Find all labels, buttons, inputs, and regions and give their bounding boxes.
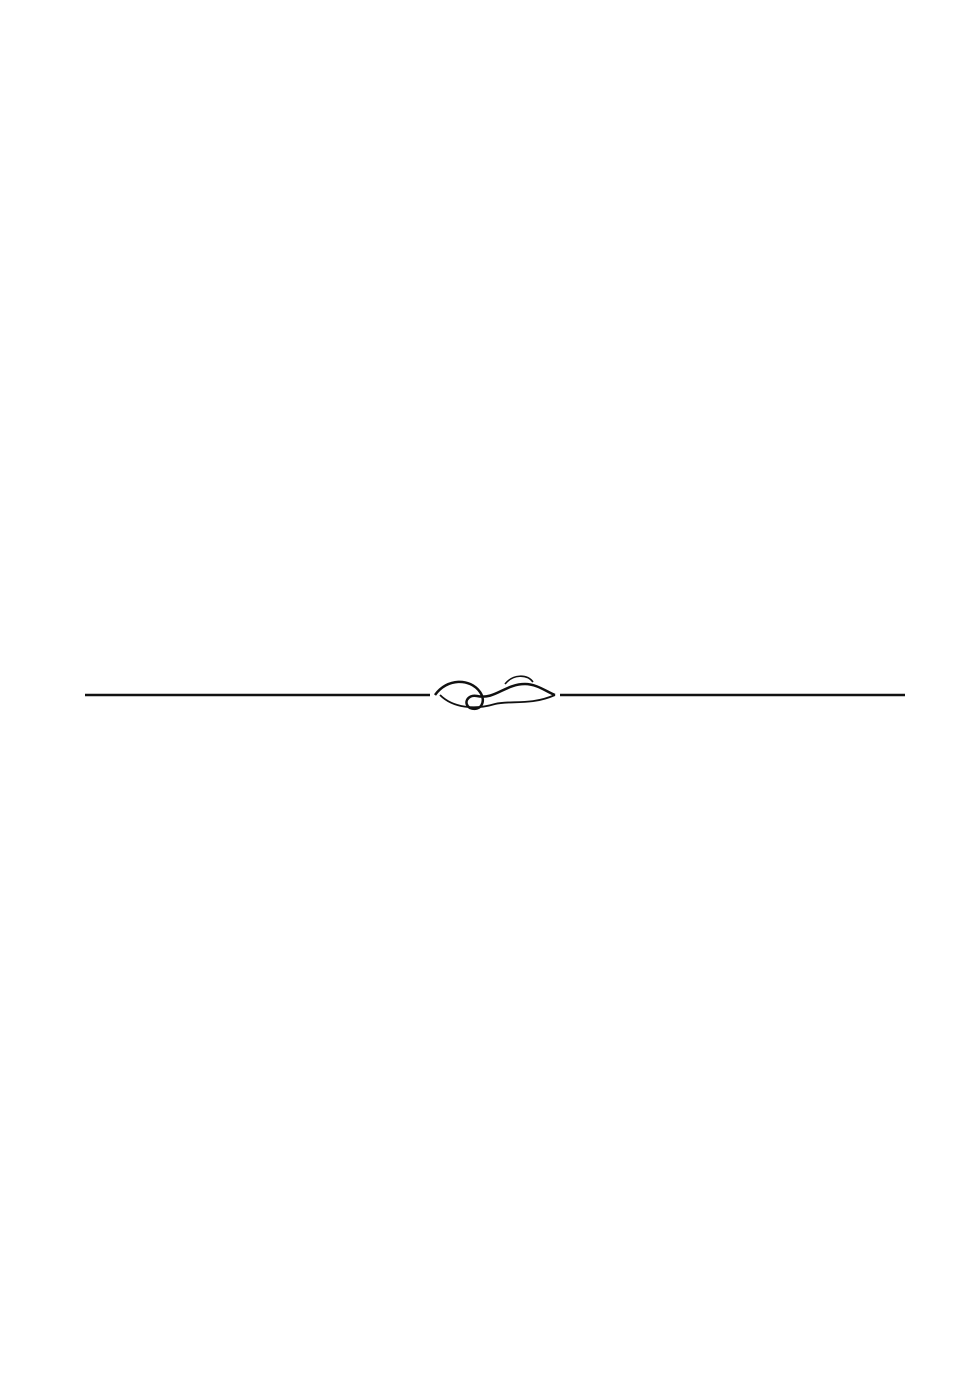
ornamental-divider xyxy=(85,670,905,720)
text-block-top xyxy=(92,92,892,672)
text-block-bottom xyxy=(92,750,892,1330)
